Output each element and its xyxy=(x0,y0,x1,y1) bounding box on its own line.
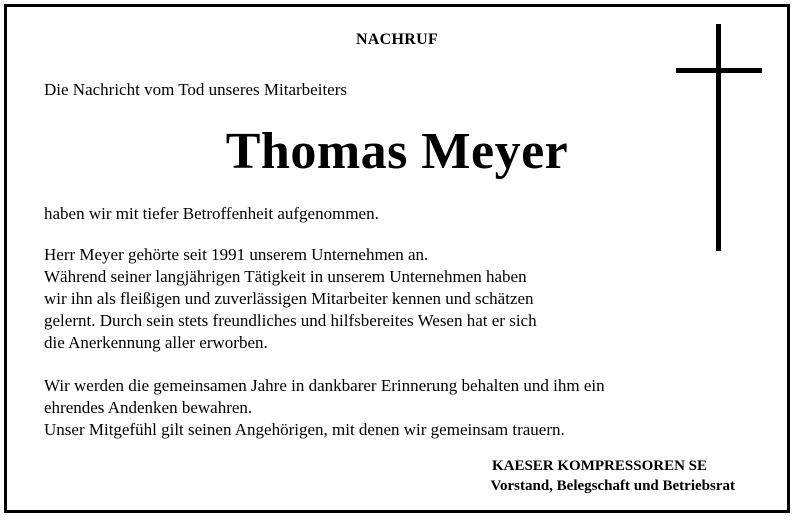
signature-signers: Vorstand, Belegschaft und Betriebsrat xyxy=(490,478,735,494)
intro-text: Die Nachricht vom Tod unseres Mitarbeiters xyxy=(44,80,347,99)
paragraph2-line: Wir werden die gemeinsamen Jahre in dankbarer Erinnerung behalten und ihm ein xyxy=(44,376,605,395)
paragraph2-line: Unser Mitgefühl gilt seinen Angehörigen, mit denen wir gemeinsam trauern. xyxy=(44,420,565,439)
paragraph1-line: die Anerkennung aller erworben. xyxy=(44,333,268,352)
deceased-name: Thomas Meyer xyxy=(225,123,569,180)
paragraph1-line: gelernt. Durch sein stets freundliches und hilfsbereites Wesen hat er sich xyxy=(44,311,537,330)
paragraph2-line: ehrendes Andenken bewahren. xyxy=(44,398,253,417)
cross-horizontal-bar xyxy=(676,68,762,73)
notice-heading: NACHRUF xyxy=(355,31,439,48)
signature-company: KAESER KOMPRESSOREN SE xyxy=(491,458,707,474)
after-name-text: haben wir mit tiefer Betroffenheit aufgenommen. xyxy=(44,204,379,223)
paragraph1-line: Während seiner langjährigen Tätigkeit in unserem Unternehmen haben xyxy=(44,267,527,286)
paragraph1-line: Herr Meyer gehörte seit 1991 unserem Unternehmen an. xyxy=(44,245,429,264)
obituary-notice xyxy=(4,4,790,513)
paragraph1-line: wir ihn als fleißigen und zuverlässigen Mitarbeiter kennen und schätzen xyxy=(44,289,534,308)
